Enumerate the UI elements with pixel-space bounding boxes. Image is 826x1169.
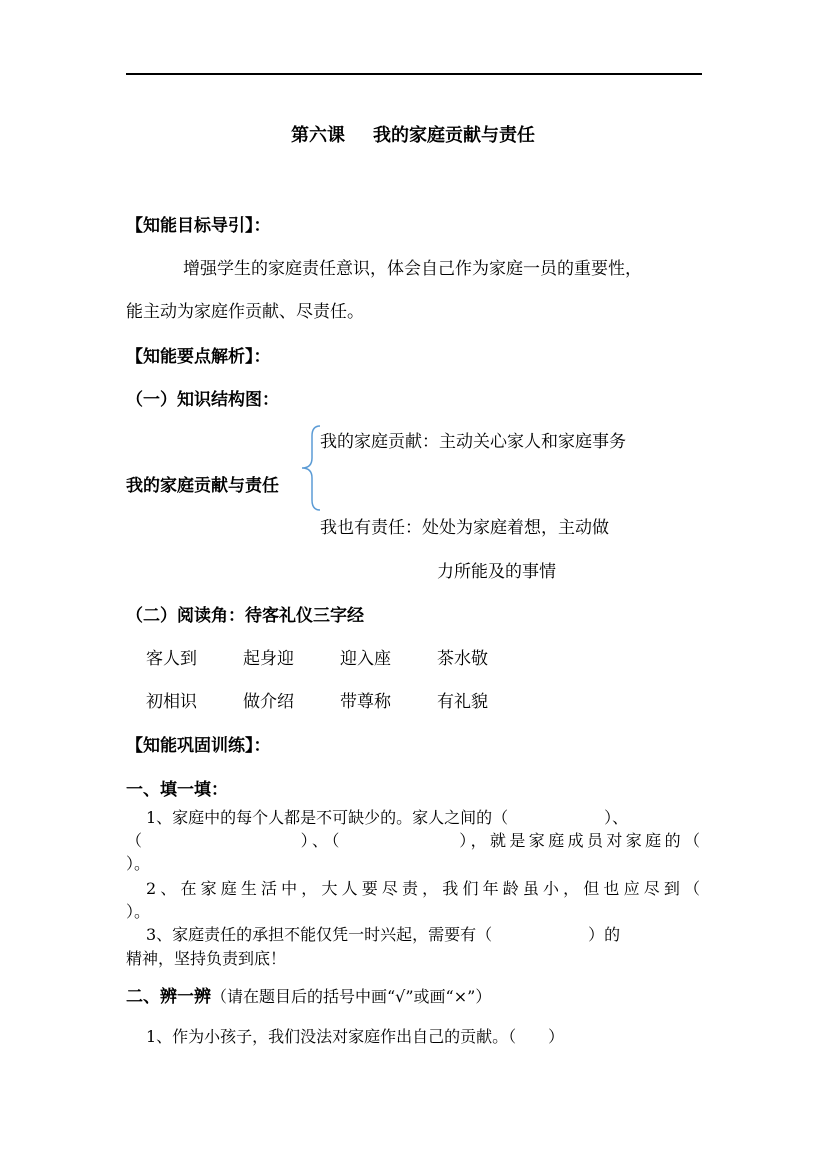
fill-q2-line-2: ）。 (126, 902, 151, 921)
verse-cell: 迎入座 (340, 649, 391, 669)
reading-row-2 (146, 687, 534, 712)
fill-q3-line-2: 精神，坚持负责到底！ (126, 949, 287, 968)
verse-cell: 茶水敬 (437, 649, 488, 669)
structure-branch-2-line-2: 力所能及的事情 (437, 562, 556, 582)
analysis-heading: 【知能要点解析】： (126, 347, 271, 367)
verse-cell: 初相识 (146, 692, 197, 712)
verse-cell: 起身迎 (243, 649, 294, 669)
judge-heading-instruction: （请在题目后的括号中画“√”或画“×”） (211, 987, 492, 1006)
lesson-title-text: 我的家庭贡献与责任 (373, 125, 535, 146)
verse-cell: 客人到 (146, 649, 197, 669)
verse-cell: 带尊称 (340, 692, 391, 712)
reading-row-1 (146, 644, 534, 669)
header-rule (126, 73, 702, 75)
fill-q1-line-3: ）。 (126, 854, 151, 873)
practice-heading: 【知能巩固训练】： (126, 736, 271, 756)
lesson-number: 第六课 (291, 125, 345, 146)
verse-cell: 做介绍 (243, 692, 294, 712)
goal-heading: 【知能目标导引】： (126, 216, 271, 236)
structure-heading: （一）知识结构图： (126, 390, 279, 410)
judge-heading-title: 二、辨一辨 (126, 987, 211, 1007)
brace-icon (300, 424, 322, 512)
structure-branch-2-line-1: 我也有责任：处处为家庭着想，主动做 (320, 518, 609, 538)
verse-cell: 有礼貌 (437, 692, 488, 712)
fill-q1-line-2: （ ）、（ ），就是家庭成员对家庭的（ (126, 831, 700, 850)
structure-branch-1: 我的家庭贡献：主动关心家人和家庭事务 (320, 432, 626, 452)
goal-line-1: 增强学生的家庭责任意识，体会自己作为家庭一员的重要性， (183, 259, 642, 279)
judge-heading (126, 982, 491, 1007)
lesson-title (0, 121, 826, 147)
goal-line-2: 能主动为家庭作贡献、尽责任。 (126, 302, 364, 322)
structure-root: 我的家庭贡献与责任 (126, 476, 279, 496)
judge-q1: 1、作为小孩子，我们没法对家庭作出自己的贡献。（ ） (146, 1027, 565, 1046)
fill-q3-line-1: 3、家庭责任的承担不能仅凭一时兴起，需要有（ ）的 (146, 925, 621, 944)
fill-heading: 一、填一填： (126, 780, 228, 800)
fill-q2-line-1: 2、在家庭生活中，大人要尽责，我们年龄虽小，但也应尽到（ (146, 879, 700, 898)
fill-q1-line-1: 1、家庭中的每个人都是不可缺少的。家人之间的（ ）、 (146, 808, 629, 827)
reading-heading: （二）阅读角：待客礼仪三字经 (126, 606, 364, 626)
